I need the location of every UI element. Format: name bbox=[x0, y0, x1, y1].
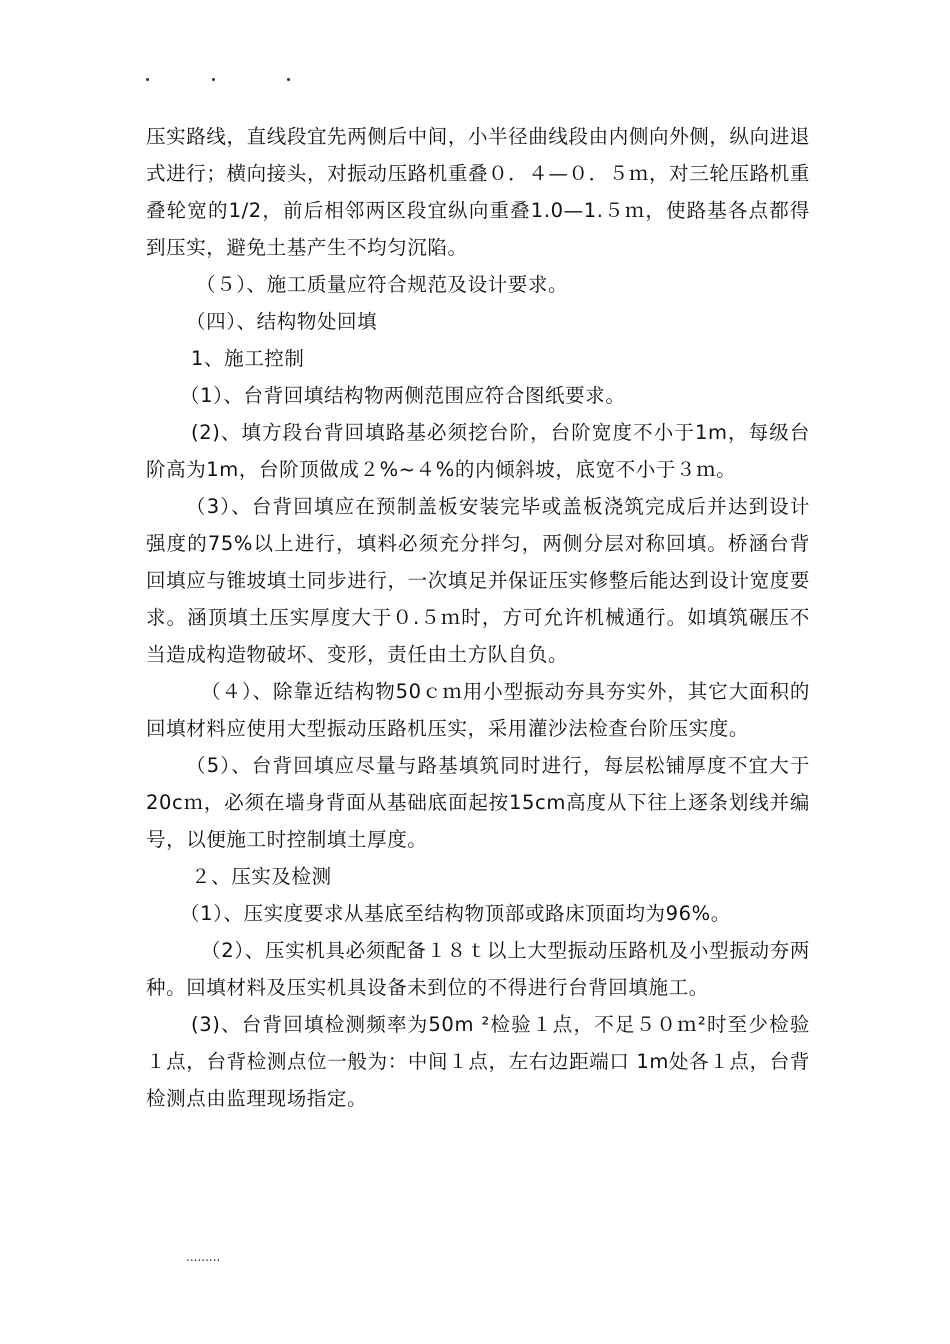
paragraph-test-item-1: （1）、压实度要求从基底至结构物顶部或路床顶面均为96%。 bbox=[180, 902, 731, 925]
paragraph-item-1: （1）、台背回填结构物两侧范围应符合图纸要求。 bbox=[180, 384, 626, 407]
paragraph-quality: （５）、施工质量应符合规范及设计要求。 bbox=[196, 273, 569, 296]
document-body bbox=[146, 118, 810, 1117]
header-dot bbox=[287, 78, 290, 81]
paragraph-item-5: （5）、台背回填应尽量与路基填筑同时进行，每层松铺厚度不宜大于20cｍ，必须在墙身背面从基础底面起按15cm高度从下往上逐条划线并编号，以便施工时控制填土厚度。 bbox=[146, 754, 810, 851]
paragraph-item-4: （４）、除靠近结构物50ｃｍ用小型振动夯具夯实外，其它大面积的回填材料应使用大型振动压路机压实，采用灌沙法检查台阶压实度。 bbox=[146, 680, 810, 740]
paragraph-item-3: （3）、台背回填应在预制盖板安装完毕或盖板浇筑完成后并达到设计强度的75%以上进行，填料必须充分拌匀，两侧分层对称回填。桥涵台背回填应与锥坡填土同步进行，一次填足并保证压实修整后能达到设计宽度要求。涵顶填土压实厚度大于０.５ｍ时，方可允许机械通行。如填筑碾压不当造成构造物破坏、变形，责任由土方队自负。 bbox=[146, 495, 810, 666]
section-heading-backfill: （四）、结构物处回填 bbox=[186, 310, 378, 333]
header-dots bbox=[0, 70, 950, 90]
footer-dots: ......... bbox=[186, 1250, 221, 1264]
paragraph-test-item-3: (3)、台背回填检测频率为50m ²检验１点，不足５０ｍ²时至少检验１点，台背检测点位一般为：中间１点，左右边距端口 1m处各１点，台背检测点由监理现场指定。 bbox=[146, 1013, 810, 1110]
paragraph-test-item-2: （2）、压实机具必须配备１８ｔ以上大型振动压路机及小型振动夯两种。回填材料及压实机具设备未到位的不得进行台背回填施工。 bbox=[146, 939, 810, 999]
subheading-compaction-testing: ２、压实及检测 bbox=[191, 865, 332, 888]
subheading-construction-control: 1、施工控制 bbox=[191, 347, 305, 370]
paragraph-item-2: (2)、填方段台背回填路基必须挖台阶，台阶宽度不小于1m，每级台阶高为1m，台阶顶做成２%~４%的内倾斜坡，底宽不小于３ｍ。 bbox=[146, 421, 810, 481]
header-dot bbox=[146, 78, 149, 81]
header-dot bbox=[212, 78, 215, 81]
paragraph-compaction-route: 压实路线，直线段宜先两侧后中间，小半径曲线段由内侧向外侧，纵向进退式进行；横向接头，对振动压路机重叠０．４—０．５ｍ，对三轮压路机重叠轮宽的1/2，前后相邻两区段宜纵向重叠1.0—1.５ｍ，使路基各点都得到压实，避免土基产生不均匀沉陷。 bbox=[146, 125, 810, 259]
